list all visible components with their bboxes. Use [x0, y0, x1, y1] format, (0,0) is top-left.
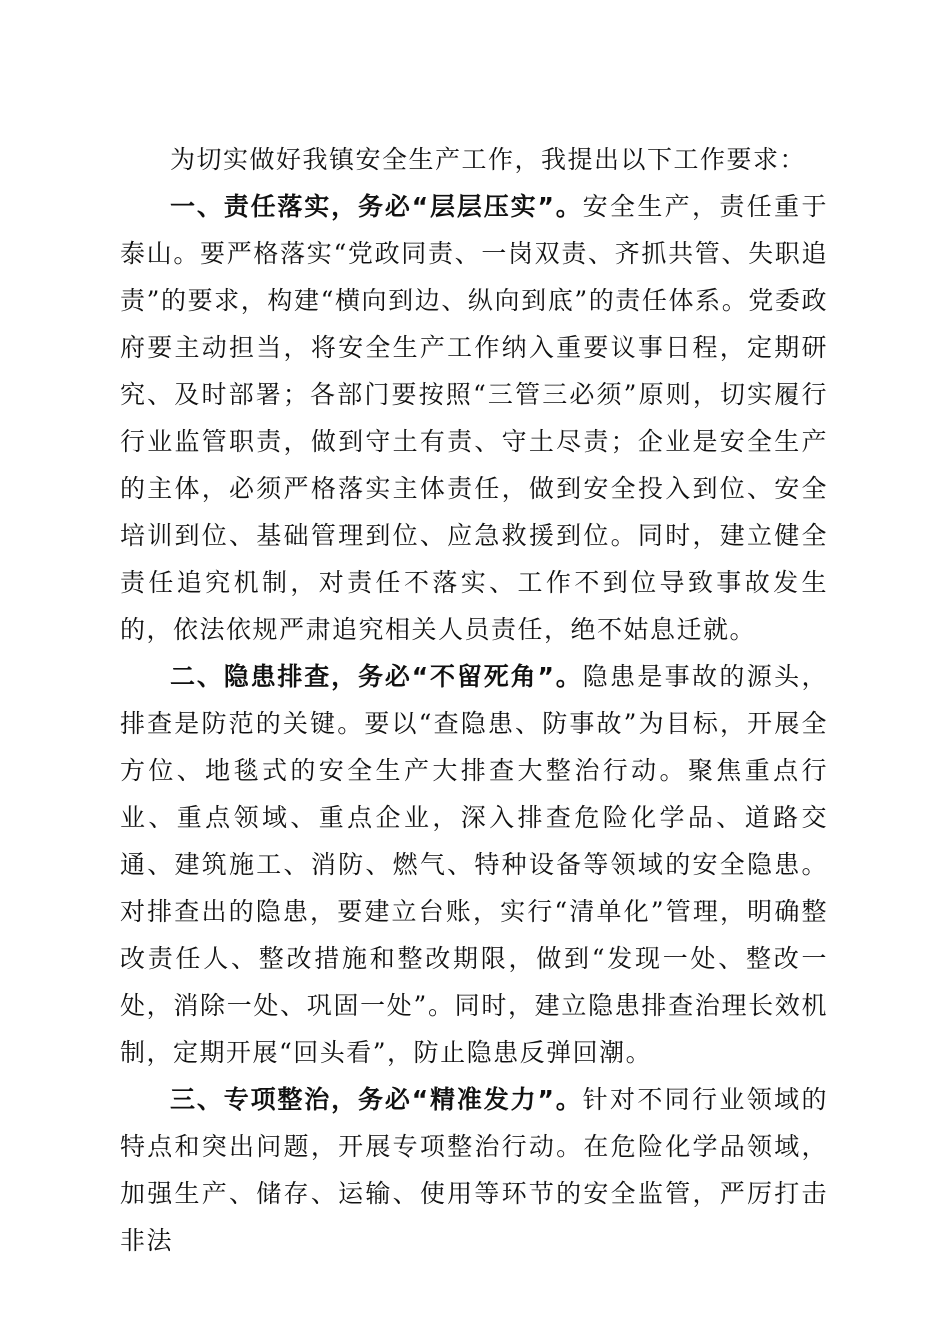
- section-1-heading: 一、责任落实，务必“层层压实”。: [170, 192, 583, 221]
- section-2-heading: 二、隐患排查，务必“不留死角”。: [170, 662, 583, 691]
- section-1-body: 安全生产，责任重于泰山。要严格落实“党政同责、一岗双责、齐抓共管、失职追责”的要求，构建“横向到边、纵向到底”的责任体系。党委政府要主动担当，将安全生产工作纳入重要议事日程，定期研究、及时部署；各部门要按照“三管三必须”原则，切实履行行业监管职责，做到守土有责、守土尽责；企业是安全生产的主体，必须严格落实主体责任，做到安全投入到位、安全培训到位、基础管理到位、应急救援到位。同时，建立健全责任追究机制，对责任不落实、工作不到位导致事故发生的，依法依规严肃追究相关人员责任，绝不姑息迁就。: [120, 192, 828, 644]
- section-3-heading: 三、专项整治，务必“精准发力”。: [170, 1085, 583, 1114]
- intro-paragraph: 为切实做好我镇安全生产工作，我提出以下工作要求：: [170, 145, 807, 174]
- section-2-paragraph: [120, 653, 828, 1076]
- section-3-body: 针对不同行业领域的特点和突出问题，开展专项整治行动。在危险化学品领域，加强生产、储存、运输、使用等环节的安全监管，严厉打击非法: [120, 1085, 828, 1255]
- section-2-body: 隐患是事故的源头，排查是防范的关键。要以“查隐患、防事故”为目标，开展全方位、地毯式的安全生产大排查大整治行动。聚焦重点行业、重点领域、重点企业，深入排查危险化学品、道路交通、建筑施工、消防、燃气、特种设备等领域的安全隐患。对排查出的隐患，要建立台账，实行“清单化”管理，明确整改责任人、整改措施和整改期限，做到“发现一处、整改一处，消除一处、巩固一处”。同时，建立隐患排查治理长效机制，定期开展“回头看”，防止隐患反弹回潮。: [120, 662, 828, 1067]
- section-3-paragraph: [120, 1076, 828, 1264]
- document-body: [120, 136, 828, 1264]
- section-1-paragraph: [120, 183, 828, 653]
